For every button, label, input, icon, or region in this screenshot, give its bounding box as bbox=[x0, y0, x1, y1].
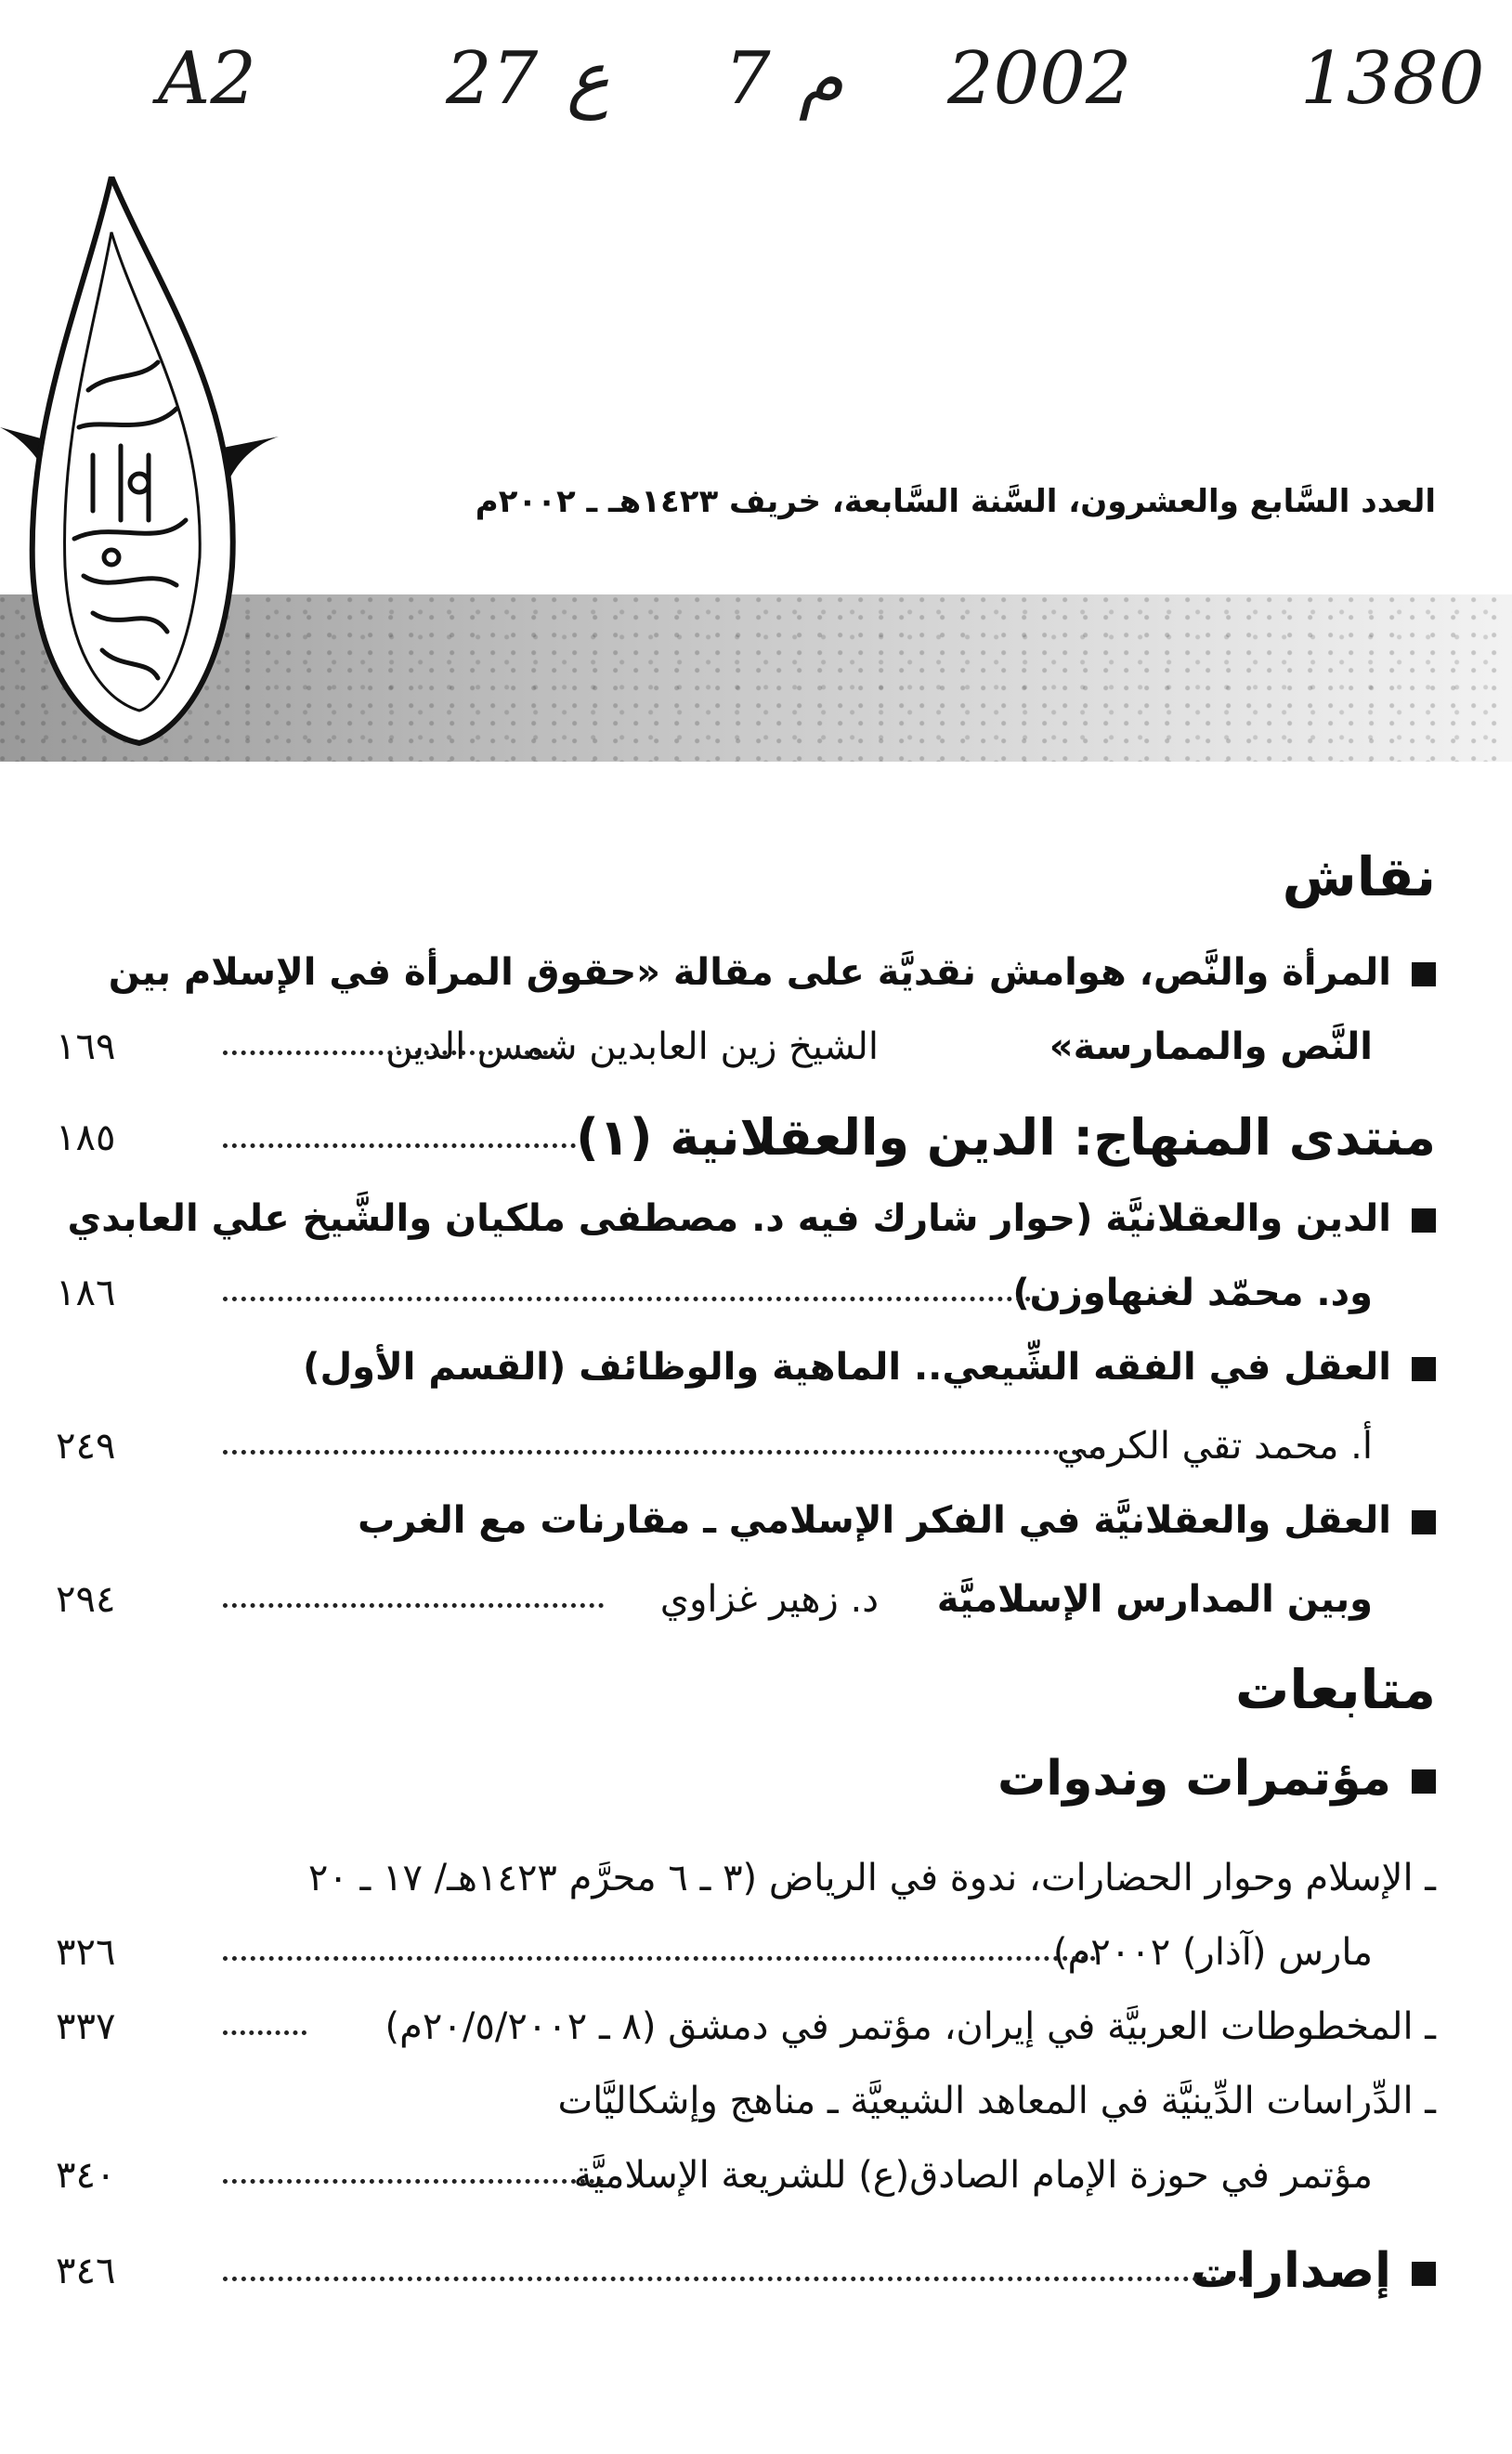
toc-page-number: ١٨٥ bbox=[56, 1116, 116, 1159]
toc-entry-3-cont[interactable] bbox=[56, 1416, 1436, 1476]
leader-dots bbox=[223, 2030, 306, 2035]
section-title-mutabaat: متابعات bbox=[1235, 1658, 1436, 1721]
toc-conf-1[interactable] bbox=[56, 1848, 1436, 1908]
section-title-niqash: نقاش bbox=[1282, 845, 1436, 908]
bullet-icon bbox=[1412, 1510, 1436, 1534]
issue-info: العدد السَّابع والعشرون، السَّنة السَّابعة، خريف ١٤٢٣هـ ـ ٢٠٠٢م bbox=[475, 483, 1436, 520]
forum-title: منتدى المنهاج: الدين والعقلانية (١) bbox=[576, 1108, 1436, 1167]
handwritten-mark-d: 7 bbox=[724, 37, 771, 121]
toc-entry-4[interactable] bbox=[56, 1491, 1436, 1550]
toc-entry-title-cont: النَّص والممارسة» bbox=[1049, 1025, 1373, 1068]
calligraphy-logo-icon bbox=[0, 176, 288, 752]
toc-page-number: ١٦٩ bbox=[56, 1025, 116, 1068]
toc-entry-title-cont: وبين المدارس الإسلاميَّة bbox=[936, 1578, 1373, 1621]
handwritten-mark-c: ع bbox=[567, 37, 610, 121]
toc-entry-3[interactable] bbox=[56, 1338, 1436, 1397]
leader-dots bbox=[223, 2277, 1245, 2281]
toc-page-number: ٢٩٤ bbox=[56, 1578, 116, 1621]
toc-entry-title: ـ الدِّراسات الدِّينيَّة في المعاهد الشيعيَّة ـ مناهج وإشكاليَّات bbox=[557, 2080, 1436, 2122]
toc-entry-title: ـ المخطوطات العربيَّة في إيران، مؤتمر في دمشق (٨ ـ ٢٠/٥/٢٠٠٢م) bbox=[385, 2005, 1436, 2048]
toc-entry-title: العقل في الفقه الشِّيعي.. الماهية والوظائف (القسم الأول) bbox=[303, 1346, 1391, 1389]
toc-conf-3-cont[interactable] bbox=[56, 2146, 1436, 2205]
toc-entry-4-cont[interactable] bbox=[56, 1570, 1436, 1629]
toc-entry-title-cont: مؤتمر في حوزة الإمام الصادق(ع) للشريعة الإسلاميَّة bbox=[573, 2154, 1373, 2197]
bullet-icon bbox=[1412, 1769, 1436, 1794]
bullet-icon bbox=[1412, 962, 1436, 986]
toc-conf-1-cont[interactable] bbox=[56, 1923, 1436, 1982]
toc-page-number: ١٨٦ bbox=[56, 1272, 116, 1314]
subsection-label: مؤتمرات وندوات bbox=[997, 1751, 1391, 1807]
handwritten-mark-g: 1380 bbox=[1300, 37, 1485, 121]
toc-conf-2[interactable] bbox=[56, 1997, 1436, 2056]
toc-entry-1-cont[interactable] bbox=[56, 1017, 1436, 1077]
toc-entry-title: العقل والعقلانيَّة في الفكر الإسلامي ـ مقارنات مع الغرب bbox=[358, 1499, 1391, 1542]
toc-entry-title-cont: ود. محمّد لغنهاوزن) bbox=[1012, 1272, 1373, 1314]
toc-page-number: ٣٤٠ bbox=[56, 2154, 116, 2197]
toc-page-number: ٣٢٦ bbox=[56, 1931, 116, 1974]
toc-entry-title: الدين والعقلانيَّة (حوار شارك فيه د. مصطفى ملكيان والشَّيخ علي العابدي bbox=[67, 1197, 1391, 1240]
leader-dots bbox=[223, 1297, 1040, 1301]
leader-dots bbox=[223, 1143, 576, 1148]
toc-page-number: ٢٤٩ bbox=[56, 1425, 116, 1468]
handwritten-mark-a: A2 bbox=[158, 37, 256, 121]
toc-entry-author: الشيخ زين العابدين شمس الدين bbox=[385, 1025, 879, 1068]
toc-entry-title: المرأة والنَّص، هوامش نقديَّة على مقالة «حقوق المرأة في الإسلام بين bbox=[108, 951, 1391, 994]
subsection-title-mutamarat bbox=[997, 1751, 1436, 1807]
toc-entry-author: د. زهير غزاوي bbox=[659, 1578, 879, 1621]
leader-dots bbox=[223, 2179, 604, 2184]
toc-entry-author: أ. محمد تقي الكرمي bbox=[1056, 1425, 1373, 1468]
toc-conf-3[interactable] bbox=[56, 2071, 1436, 2131]
leader-dots bbox=[223, 1450, 1105, 1455]
handwritten-mark-e: م bbox=[799, 37, 844, 121]
toc-isdarat[interactable] bbox=[56, 2234, 1436, 2308]
bullet-icon bbox=[1412, 1357, 1436, 1381]
toc-forum-heading[interactable] bbox=[56, 1101, 1436, 1175]
leader-dots bbox=[223, 1051, 557, 1055]
toc-entry-title-cont: مارس (آذار) ٢٠٠٢م) bbox=[1052, 1931, 1373, 1974]
toc-entry-1[interactable] bbox=[56, 943, 1436, 1002]
leader-dots bbox=[223, 1603, 604, 1608]
bullet-icon bbox=[1412, 1208, 1436, 1233]
toc-page-number: ٣٣٧ bbox=[56, 2005, 116, 2048]
toc-entry-2[interactable] bbox=[56, 1189, 1436, 1248]
toc-page-number: ٣٤٦ bbox=[56, 2250, 116, 2292]
section-title-isdarat: إصدارات bbox=[1191, 2243, 1391, 2299]
toc-entry-2-cont[interactable] bbox=[56, 1263, 1436, 1323]
toc-entry-title: ـ الإسلام وحوار الحضارات، ندوة في الرياض (٣ ـ ٦ محرَّم ١٤٢٣هـ/ ١٧ ـ ٢٠ bbox=[307, 1857, 1436, 1899]
handwritten-mark-b: 27 bbox=[446, 37, 539, 121]
handwritten-mark-f: 2002 bbox=[947, 37, 1132, 121]
leader-dots bbox=[223, 1956, 1096, 1961]
bullet-icon bbox=[1412, 2262, 1436, 2286]
